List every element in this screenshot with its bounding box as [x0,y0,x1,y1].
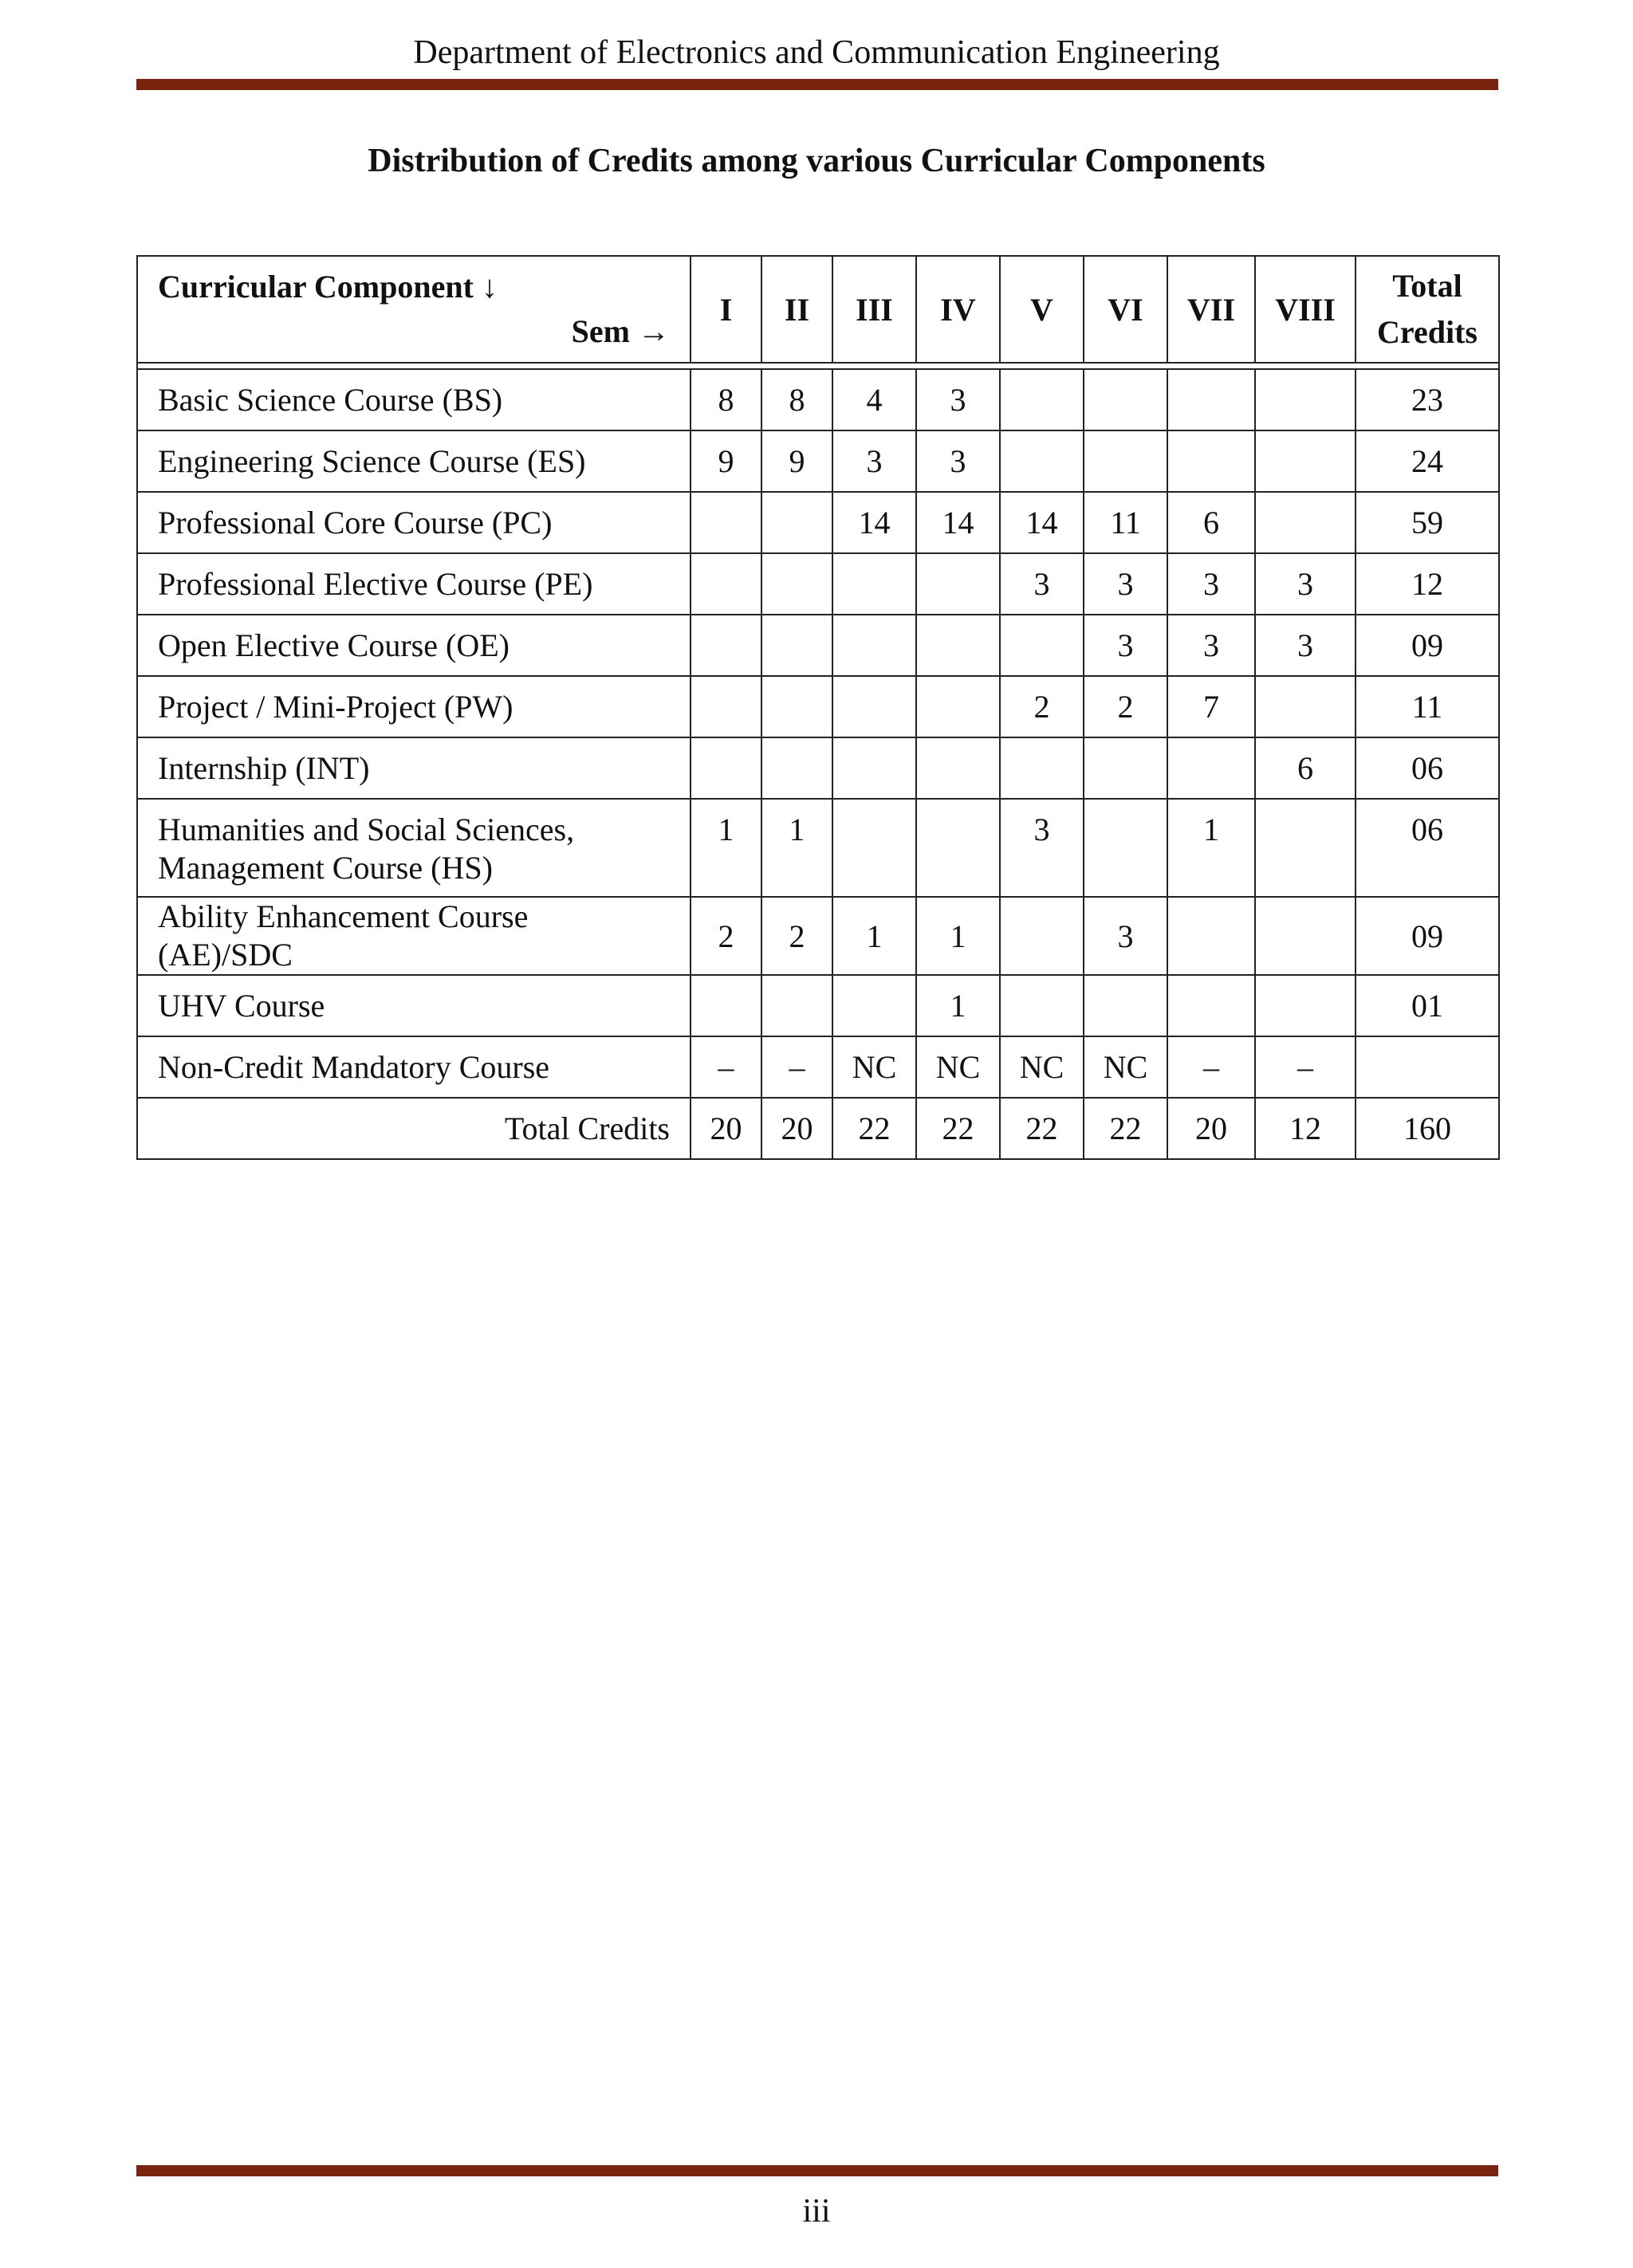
table-row [137,369,1499,430]
credit-cell-sem-3 [832,553,916,615]
credit-cell-sem-5 [1000,737,1084,799]
credit-cell-sem-2 [761,615,832,676]
credit-cell-sem-4 [916,799,1000,897]
table-body [137,369,1499,1098]
credit-cell-sem-1: 2 [691,897,761,975]
credit-cell-sem-5: 2 [1000,676,1084,737]
section-title: Distribution of Credits among various Curricular Components [368,143,1265,179]
row-total-cell: 06 [1356,737,1499,799]
table-row [137,799,1499,897]
credit-cell-sem-6: 2 [1084,676,1167,737]
credit-cell-sem-5 [1000,975,1084,1036]
total-sem-5: 22 [1000,1098,1084,1159]
row-total-cell: 09 [1356,615,1499,676]
component-header-label: Curricular Component ↓ [158,269,498,305]
table-row [137,615,1499,676]
credit-cell-sem-3: 1 [832,897,916,975]
sem-header-5: V [1000,256,1084,363]
component-name-line1: Humanities and Social Sciences, [158,812,575,847]
header-spacer-cell [137,363,1499,369]
table-row [137,553,1499,615]
footer-rule [136,2165,1498,2176]
total-sem-2: 20 [761,1098,832,1159]
credit-cell-sem-4: 1 [916,975,1000,1036]
total-sem-1: 20 [691,1098,761,1159]
credit-cell-sem-4 [916,553,1000,615]
credit-cell-sem-7: 1 [1167,799,1255,897]
table-header-row [137,256,1499,363]
row-total-cell: 24 [1356,430,1499,492]
credit-cell-sem-4 [916,615,1000,676]
total-sem-4: 22 [916,1098,1000,1159]
credit-cell-sem-4 [916,676,1000,737]
credit-cell-sem-2 [761,492,832,553]
total-header-line2: Credits [1377,314,1478,350]
component-name-cell: UHV Course [137,975,691,1036]
credit-cell-sem-1: 1 [691,799,761,897]
credit-cell-sem-1 [691,737,761,799]
credit-cell-sem-8 [1255,369,1356,430]
credit-cell-sem-5: 3 [1000,553,1084,615]
total-sem-8: 12 [1255,1098,1356,1159]
credit-cell-sem-5 [1000,615,1084,676]
header-spacer [137,363,1499,369]
credit-cell-sem-1 [691,492,761,553]
sem-header-7: VII [1167,256,1255,363]
credit-cell-sem-7 [1167,430,1255,492]
credit-cell-sem-8 [1255,676,1356,737]
credit-cell-sem-3 [832,615,916,676]
component-name-cell: Professional Core Course (PC) [137,492,691,553]
credit-cell-sem-7 [1167,737,1255,799]
total-header-line1: Total [1392,268,1462,304]
credit-cell-sem-2 [761,676,832,737]
credit-cell-sem-4: 3 [916,369,1000,430]
credit-cell-sem-3: 4 [832,369,916,430]
credit-cell-sem-8: 3 [1255,615,1356,676]
credit-cell-sem-4: NC [916,1036,1000,1098]
table-row [137,492,1499,553]
total-credits-label: Total Credits [137,1098,691,1159]
credit-cell-sem-4 [916,737,1000,799]
credit-cell-sem-3 [832,975,916,1036]
credit-cell-sem-7 [1167,897,1255,975]
credit-cell-sem-1: – [691,1036,761,1098]
row-total-cell [1356,1036,1499,1098]
credit-cell-sem-8 [1255,897,1356,975]
header-rule [136,79,1498,90]
credit-cell-sem-7 [1167,369,1255,430]
credit-cell-sem-5 [1000,369,1084,430]
component-header-cell [137,256,691,363]
credit-cell-sem-5 [1000,430,1084,492]
credit-cell-sem-6 [1084,430,1167,492]
total-sem-7: 20 [1167,1098,1255,1159]
credit-cell-sem-1 [691,975,761,1036]
credit-cell-sem-3: 3 [832,430,916,492]
total-sem-3: 22 [832,1098,916,1159]
credit-cell-sem-8: – [1255,1036,1356,1098]
table-row [137,676,1499,737]
credit-cell-sem-6 [1084,799,1167,897]
credit-cell-sem-6 [1084,369,1167,430]
credit-cell-sem-4: 1 [916,897,1000,975]
credit-cell-sem-6: 3 [1084,897,1167,975]
credit-cell-sem-8: 6 [1255,737,1356,799]
credit-cell-sem-3: NC [832,1036,916,1098]
credit-cell-sem-5 [1000,897,1084,975]
credit-cell-sem-8 [1255,799,1356,897]
credit-cell-sem-7: 3 [1167,615,1255,676]
credit-cell-sem-8 [1255,430,1356,492]
component-name-cell [137,799,691,897]
sem-header-4: IV [916,256,1000,363]
credit-cell-sem-7: 3 [1167,553,1255,615]
table-row [137,897,1499,975]
component-name-line2: Management Course (HS) [158,850,493,886]
page-number: iii [802,2193,831,2230]
credit-cell-sem-2: – [761,1036,832,1098]
total-credits-row [137,1098,1499,1159]
credit-cell-sem-2: 8 [761,369,832,430]
credit-cell-sem-1: 9 [691,430,761,492]
credit-cell-sem-3 [832,799,916,897]
credit-cell-sem-4: 14 [916,492,1000,553]
component-name-cell: Basic Science Course (BS) [137,369,691,430]
component-name-cell: Project / Mini-Project (PW) [137,676,691,737]
table-row [137,737,1499,799]
sem-header-3: III [832,256,916,363]
credit-cell-sem-4: 3 [916,430,1000,492]
credit-cell-sem-2 [761,975,832,1036]
credit-cell-sem-6 [1084,975,1167,1036]
component-name-cell: Engineering Science Course (ES) [137,430,691,492]
credit-cell-sem-8 [1255,492,1356,553]
credit-cell-sem-1 [691,676,761,737]
table-row [137,1036,1499,1098]
credits-table [136,255,1500,1160]
table-row [137,430,1499,492]
sem-header-2: II [761,256,832,363]
sem-header-8: VIII [1255,256,1356,363]
credit-cell-sem-3 [832,737,916,799]
credit-cell-sem-3: 14 [832,492,916,553]
credit-cell-sem-6 [1084,737,1167,799]
credit-cell-sem-8 [1255,975,1356,1036]
component-name-cell: Internship (INT) [137,737,691,799]
credit-cell-sem-5: 3 [1000,799,1084,897]
credit-cell-sem-8: 3 [1255,553,1356,615]
credit-cell-sem-6: 11 [1084,492,1167,553]
component-name-cell: Non-Credit Mandatory Course [137,1036,691,1098]
sem-header-1: I [691,256,761,363]
row-total-cell: 23 [1356,369,1499,430]
credit-cell-sem-2: 1 [761,799,832,897]
credit-cell-sem-7: – [1167,1036,1255,1098]
credit-cell-sem-2 [761,553,832,615]
component-name-cell: Ability Enhancement Course (AE)/SDC [137,897,691,975]
credit-cell-sem-7: 7 [1167,676,1255,737]
credit-cell-sem-1 [691,615,761,676]
component-name-cell: Professional Elective Course (PE) [137,553,691,615]
total-credits-header [1356,256,1499,363]
credit-cell-sem-2: 9 [761,430,832,492]
total-sem-6: 22 [1084,1098,1167,1159]
credit-cell-sem-7 [1167,975,1255,1036]
row-total-cell: 12 [1356,553,1499,615]
table-row [137,975,1499,1036]
credit-cell-sem-5: 14 [1000,492,1084,553]
row-total-cell: 06 [1356,799,1499,897]
credit-cell-sem-3 [832,676,916,737]
page-header: Department of Electronics and Communication Engineering [413,34,1220,71]
sem-header-label: Sem → [571,313,670,349]
credit-cell-sem-2: 2 [761,897,832,975]
credit-cell-sem-6: 3 [1084,615,1167,676]
credit-cell-sem-6: 3 [1084,553,1167,615]
row-total-cell: 01 [1356,975,1499,1036]
credit-cell-sem-2 [761,737,832,799]
credit-cell-sem-6: NC [1084,1036,1167,1098]
sem-header-6: VI [1084,256,1167,363]
credit-cell-sem-1 [691,553,761,615]
credit-cell-sem-1: 8 [691,369,761,430]
credit-cell-sem-5: NC [1000,1036,1084,1098]
row-total-cell: 59 [1356,492,1499,553]
row-total-cell: 11 [1356,676,1499,737]
row-total-cell: 09 [1356,897,1499,975]
grand-total: 160 [1356,1098,1499,1159]
credit-cell-sem-7: 6 [1167,492,1255,553]
component-name-cell: Open Elective Course (OE) [137,615,691,676]
